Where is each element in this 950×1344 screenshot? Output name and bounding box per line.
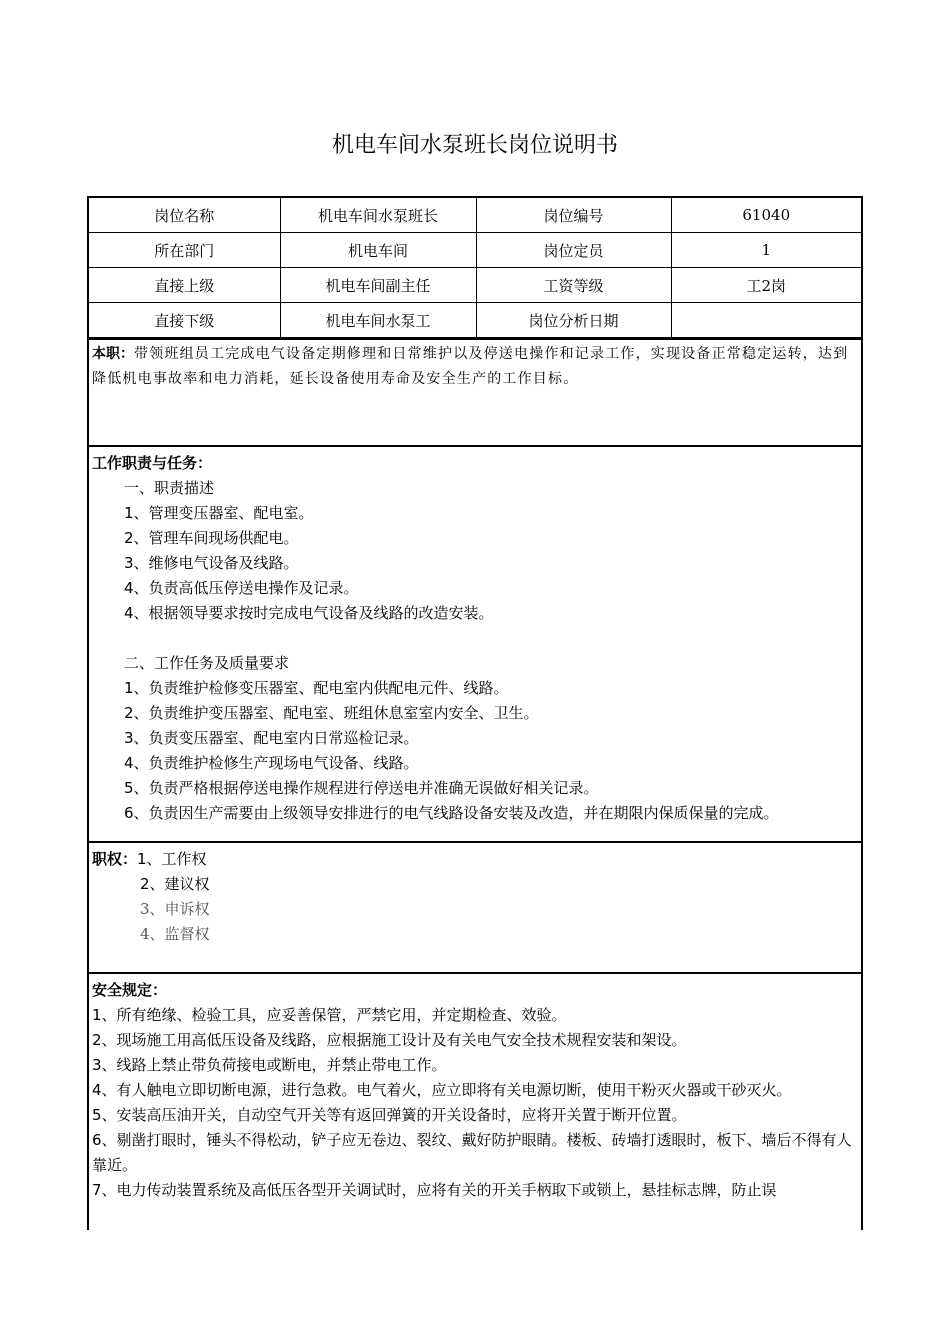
document-title: 机电车间水泵班长岗位说明书 [331,133,618,158]
list-item: 1、工作权 [137,850,207,868]
table-cell: 岗位分析日期 [476,303,671,338]
table-row [89,303,861,338]
table-cell: 直接上级 [89,268,280,303]
list-item: 5、安装高压油开关，自动空气开关等有返回弹簧的开关设备时，应将开关置于断开位置。 [92,1106,687,1124]
list-item: 4、有人触电立即切断电源，进行急救。电气着火，应立即将有关电源切断，使用干粉灭火器或干砂灭火。 [92,1081,792,1099]
basic-info-table [89,198,861,338]
table-cell: 直接下级 [89,303,280,338]
list-item: 2、现场施工用高低压设备及线路，应根据施工设计及有关电气安全技术规程安装和架设。 [92,1031,687,1049]
safety-label: 安全规定： [92,981,168,999]
list-item: 3、申诉权 [140,900,210,918]
list-item: 4、负责高低压停送电操作及记录。 [124,579,359,597]
table-cell: 机电车间水泵班长 [280,198,476,233]
list-item: 4、监督权 [140,925,210,943]
list-item: 1、管理变压器室、配电室。 [124,504,314,522]
table-cell: 岗位名称 [89,198,280,233]
list-item: 1、所有绝缘、检验工具，应妥善保管，严禁它用，并定期检查、效验。 [92,1006,567,1024]
table-cell: 工资等级 [476,268,671,303]
table-cell: 机电车间副主任 [280,268,476,303]
authority-label: 职权： [92,850,138,868]
duty-label: 本职： [92,346,134,362]
table-cell: 1 [671,233,861,268]
table-cell: 所在部门 [89,233,280,268]
table-row [89,268,861,303]
responsibilities-section [89,447,861,843]
list-item: 2、建议权 [140,875,210,893]
table-cell: 机电车间水泵工 [280,303,476,338]
list-item: 6、负责因生产需要由上级领导安排进行的电气线路设备安装及改造，并在期限内保质保量的完成。 [124,804,779,822]
responsibilities-label: 工作职责与任务： [92,454,213,472]
table-cell: 机电车间 [280,233,476,268]
list-item: 3、负责变压器室、配电室内日常巡检记录。 [124,729,419,747]
table-cell: 岗位编号 [476,198,671,233]
list-item: 4、负责维护检修生产现场电气设备、线路。 [124,754,419,772]
table-cell: 工2岗 [671,268,861,303]
duty-section [89,338,861,447]
list-item: 1、负责维护检修变压器室、配电室内供配电元件、线路。 [124,679,509,697]
list-item: 6、剔凿打眼时，锤头不得松动，铲子应无卷边、裂纹、戴好防护眼睛。楼板、砖墙打透眼时，板下、墙后不得有人靠近。 [92,1131,852,1174]
job-description-form [87,196,863,1230]
section-heading: 二、工作任务及质量要求 [124,654,290,672]
section-heading: 一、职责描述 [124,479,215,497]
safety-section [89,974,861,1203]
list-item: 3、维修电气设备及线路。 [124,554,299,572]
list-item: 2、负责维护变压器室、配电室、班组休息室室内安全、卫生。 [124,704,539,722]
table-row [89,198,861,233]
duty-text: 带领班组员工完成电气设备定期修理和日常维护以及停送电操作和记录工作，实现设备正常稳定运转，达到降低机电事故率和电力消耗，延长设备使用寿命及安全生产的工作目标。 [92,346,849,387]
list-item: 4、根据领导要求按时完成电气设备及线路的改造安装。 [124,604,494,622]
list-item: 7、电力传动装置系统及高低压各型开关调试时，应将有关的开关手柄取下或锁上，悬挂标志牌，防止误 [92,1181,777,1199]
table-row [89,233,861,268]
list-item: 5、负责严格根据停送电操作规程进行停送电并准确无误做好相关记录。 [124,779,599,797]
table-cell: 61040 [671,198,861,233]
table-cell [671,303,861,338]
table-cell: 岗位定员 [476,233,671,268]
authority-section [89,843,861,974]
list-item: 3、线路上禁止带负荷接电或断电，并禁止带电工作。 [92,1056,447,1074]
list-item: 2、管理车间现场供配电。 [124,529,299,547]
